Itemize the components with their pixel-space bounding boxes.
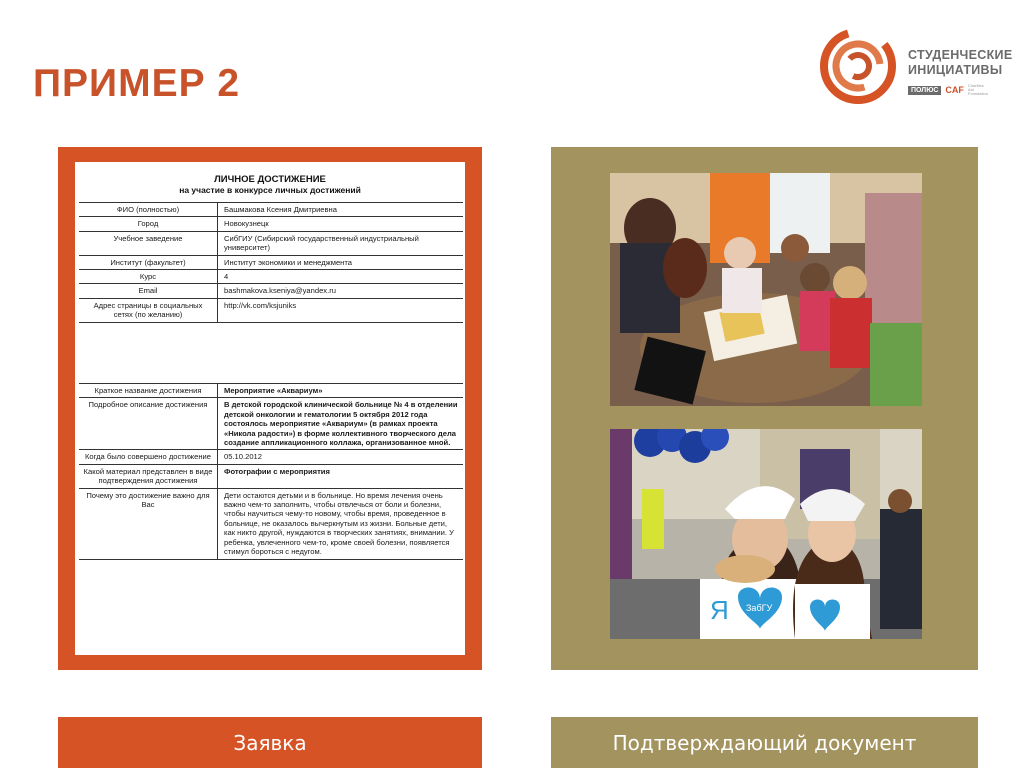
document-row [79,398,463,450]
document-row-label: Институт (факультет) [79,255,218,269]
document-row-label: Курс [79,270,218,284]
shirt-letter: Я [710,595,729,625]
document-row [79,231,463,255]
document-row [79,384,463,398]
caf-badge: CAF [945,85,964,95]
spiral-logo-icon [818,26,898,106]
document-row-value: Новокузнецк [218,217,464,231]
shirt-heart-text: ЗабГУ [746,603,773,613]
document-row [79,255,463,269]
logo-text [908,48,1012,78]
document-row-value: В детской городской клинической больнице № 4 в отделении детской онкологии и гематологии 5 октября 2012 года состоялось мероприятие «Аквариум» (в рамках проекта «Никола радости») в форме коллективного творческого дела создание аппликационного коллажа, организованное мной. [218,398,464,450]
document-row-label: Подробное описание достижения [79,398,218,450]
document-row [79,217,463,231]
label-confirmation: Подтверждающий документ [551,717,978,768]
label-application: Заявка [58,717,482,768]
document-row [79,284,463,298]
application-frame [58,147,482,670]
polus-badge: ПОЛЮС [908,86,941,95]
document-row-value: 05.10.2012 [218,450,464,464]
document-table-achievement [79,383,463,560]
document-row-label: Когда было совершено достижение [79,450,218,464]
caf-tagline: Charities Aid Foundation [967,83,988,96]
document-row-label: Почему это достижение важно для Вас [79,488,218,559]
document-row-label: Email [79,284,218,298]
document-row [79,464,463,488]
document-row-value: bashmakova.kseniya@yandex.ru [218,284,464,298]
document-subtitle: на участие в конкурсе личных достижений [179,185,361,195]
slide-title: ПРИМЕР 2 [33,62,241,105]
document-row-value: Дети остаются детьми и в больнице. Но время лечения очень важно чем-то заполнить, чтобы отвлечься от боли и болезни, чтобы научиться чему-то новому, чтобы время, проведенное в больнице, не оказалось вычеркнутым из жизни. Больные дети, как никто другой, нуждаются в творческих занятиях, внимании. У ребенка, увлеченного чем-то, кроме своей болезни, появляется стимул бороться с недугом. [218,488,464,559]
document-heading [75,174,465,196]
document-row-value: Институт экономики и менеджмента [218,255,464,269]
document-row [79,298,463,322]
document-row-value: Башмакова Ксения Дмитриевна [218,203,464,217]
photo-volunteers [610,429,922,639]
document-title: ЛИЧНОЕ ДОСТИЖЕНИЕ [214,174,326,185]
document-row-label: Краткое название достижения [79,384,218,398]
logo-partners [908,84,990,96]
photo-children-activity [610,173,922,406]
document-row-label: Какой материал представлен в виде подтверждения достижения [79,464,218,488]
document-row-label: Город [79,217,218,231]
confirmation-frame [551,147,978,670]
logo-line1: СТУДЕНЧЕСКИЕ [908,48,1013,62]
document-row-value: Мероприятие «Аквариум» [218,384,464,398]
document-row-label: Адрес страницы в социальных сетях (по желанию) [79,298,218,322]
document-row-value: 4 [218,270,464,284]
document-row [79,270,463,284]
logo-line2: ИНИЦИАТИВЫ [908,63,1003,77]
student-initiatives-logo [818,26,1013,106]
document-row-value: Фотографии с мероприятия [218,464,464,488]
document-row-value: http://vk.com/ksjuniks [218,298,464,322]
document-row [79,450,463,464]
application-document [75,162,465,655]
document-row [79,203,463,217]
document-row-value: СибГИУ (Сибирский государственный индустриальный университет) [218,231,464,255]
document-table-personal [79,202,463,323]
document-row-label: ФИО (полностью) [79,203,218,217]
document-row [79,488,463,559]
document-row-label: Учебное заведение [79,231,218,255]
